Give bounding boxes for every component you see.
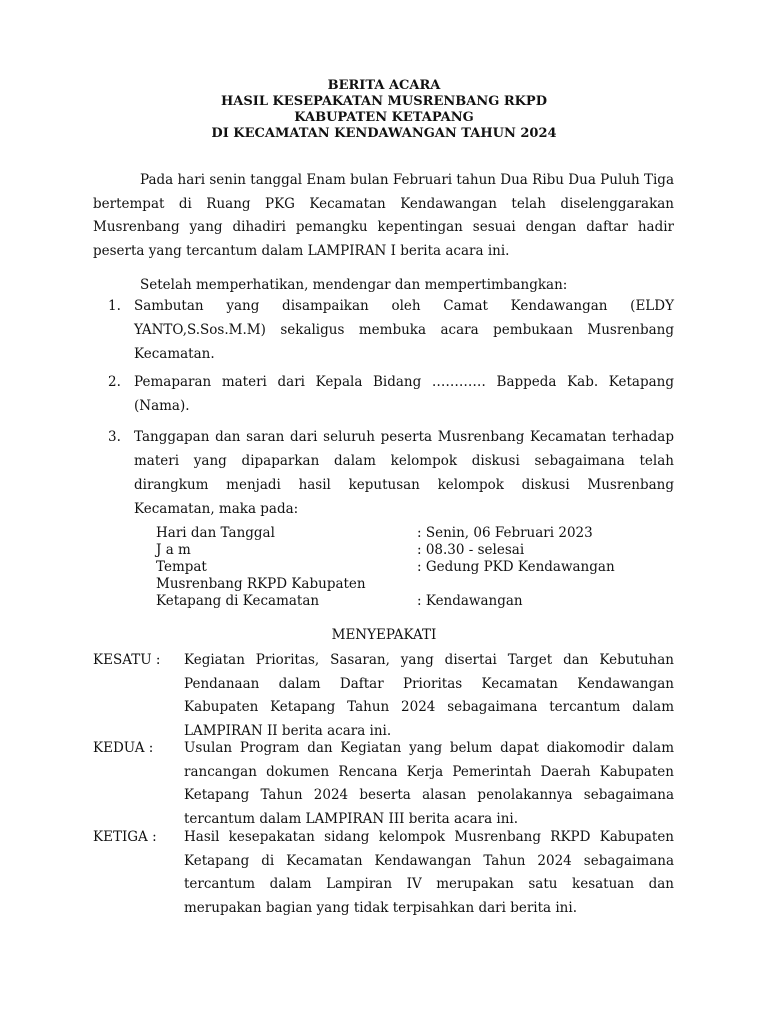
decision-item [93,649,674,743]
detail-value-place: : Gedung PKD Kendawangan [417,559,615,575]
list-item [108,294,674,366]
list-item-number: 1. [108,298,121,314]
document-header [0,78,768,142]
decision-item [93,737,674,831]
detail-label-place: Tempat [156,559,207,575]
detail-label-date: Hari dan Tanggal [156,525,275,541]
list-item-text: Tanggapan dan saran dari seluruh peserta Musrenbang Kecamatan terhadap materi yang dipaparkan dalam kelompok diskusi sebagaimana telah dirangkum menjadi hasil keputusan kelompok diskusi Musrenbang Kecamatan, maka pada: [134,429,674,517]
list-item-number: 3. [108,429,121,445]
detail-value-time: : 08.30 - selesai [417,542,525,558]
decision-text: Usulan Program dan Kegiatan yang belum dapat diakomodir dalam rancangan dokumen Rencana Kerja Pemerintah Daerah Kabupaten Ketapang Tahun 2024 beserta alasan penolakannya sebagaimana tercantum dalam LAMPIRAN III berita acara ini. [184,740,674,827]
list-item-text: Pemaparan materi dari Kepala Bidang ………… Bappeda Kab. Ketapang (Nama). [134,374,674,414]
list-item-text: Sambutan yang disampaikan oleh Camat Kendawangan (ELDY YANTO,S.Sos.M.M) sekaligus membuka acara pembukaan Musrenbang Kecamatan. [134,298,674,362]
header-title: BERITA ACARA [327,78,441,93]
intro-paragraph: Pada hari senin tanggal Enam bulan Februari tahun Dua Ribu Dua Puluh Tiga bertempat di Ruang PKG Kecamatan Kendawangan telah diselenggarakan Musrenbang yang dihadiri pemangku kepentingan sesuai dengan daftar hadir peserta yang tercantum dalam LAMPIRAN I berita acara ini. [93,172,674,259]
header-subtitle: HASIL KESEPAKATAN MUSRENBANG RKPD [221,94,547,109]
decision-label: KEDUA : [93,740,154,756]
detail-label-event: Musrenbang RKPD Kabupaten [156,576,366,592]
list-item [108,370,674,418]
consider-paragraph: Setelah memperhatikan, mendengar dan mempertimbangkan: [140,277,568,293]
decision-text: Hasil kesepakatan sidang kelompok Musrenbang RKPD Kabupaten Ketapang di Kecamatan Kendawangan Tahun 2024 sebagaimana tercantum dalam Lampiran IV merupakan satu kesatuan dan merupakan bagian yang tidak terpisahkan dari berita ini. [184,829,674,916]
detail-label-time: J a m [156,542,191,558]
list-item [108,425,674,521]
decision-item [93,826,674,920]
detail-value-date: : Senin, 06 Februari 2023 [417,525,593,541]
detail-label-location: Ketapang di Kecamatan [156,593,320,609]
detail-value-location: : Kendawangan [417,593,523,609]
header-regency: KABUPATEN KETAPANG [294,110,474,125]
decision-label: KETIGA : [93,829,157,845]
decision-text: Kegiatan Prioritas, Sasaran, yang disertai Target dan Kebutuhan Pendanaan dalam Daftar Prioritas Kecamatan Kendawangan Kabupaten Ketapang Tahun 2024 sebagaimana tercantum dalam LAMPIRAN II berita acara ini. [184,652,674,739]
list-item-number: 2. [108,374,121,390]
header-district-year: DI KECAMATAN KENDAWANGAN TAHUN 2024 [211,126,557,141]
decision-label: KESATU : [93,652,161,668]
agreement-heading: MENYEPAKATI [331,627,437,643]
